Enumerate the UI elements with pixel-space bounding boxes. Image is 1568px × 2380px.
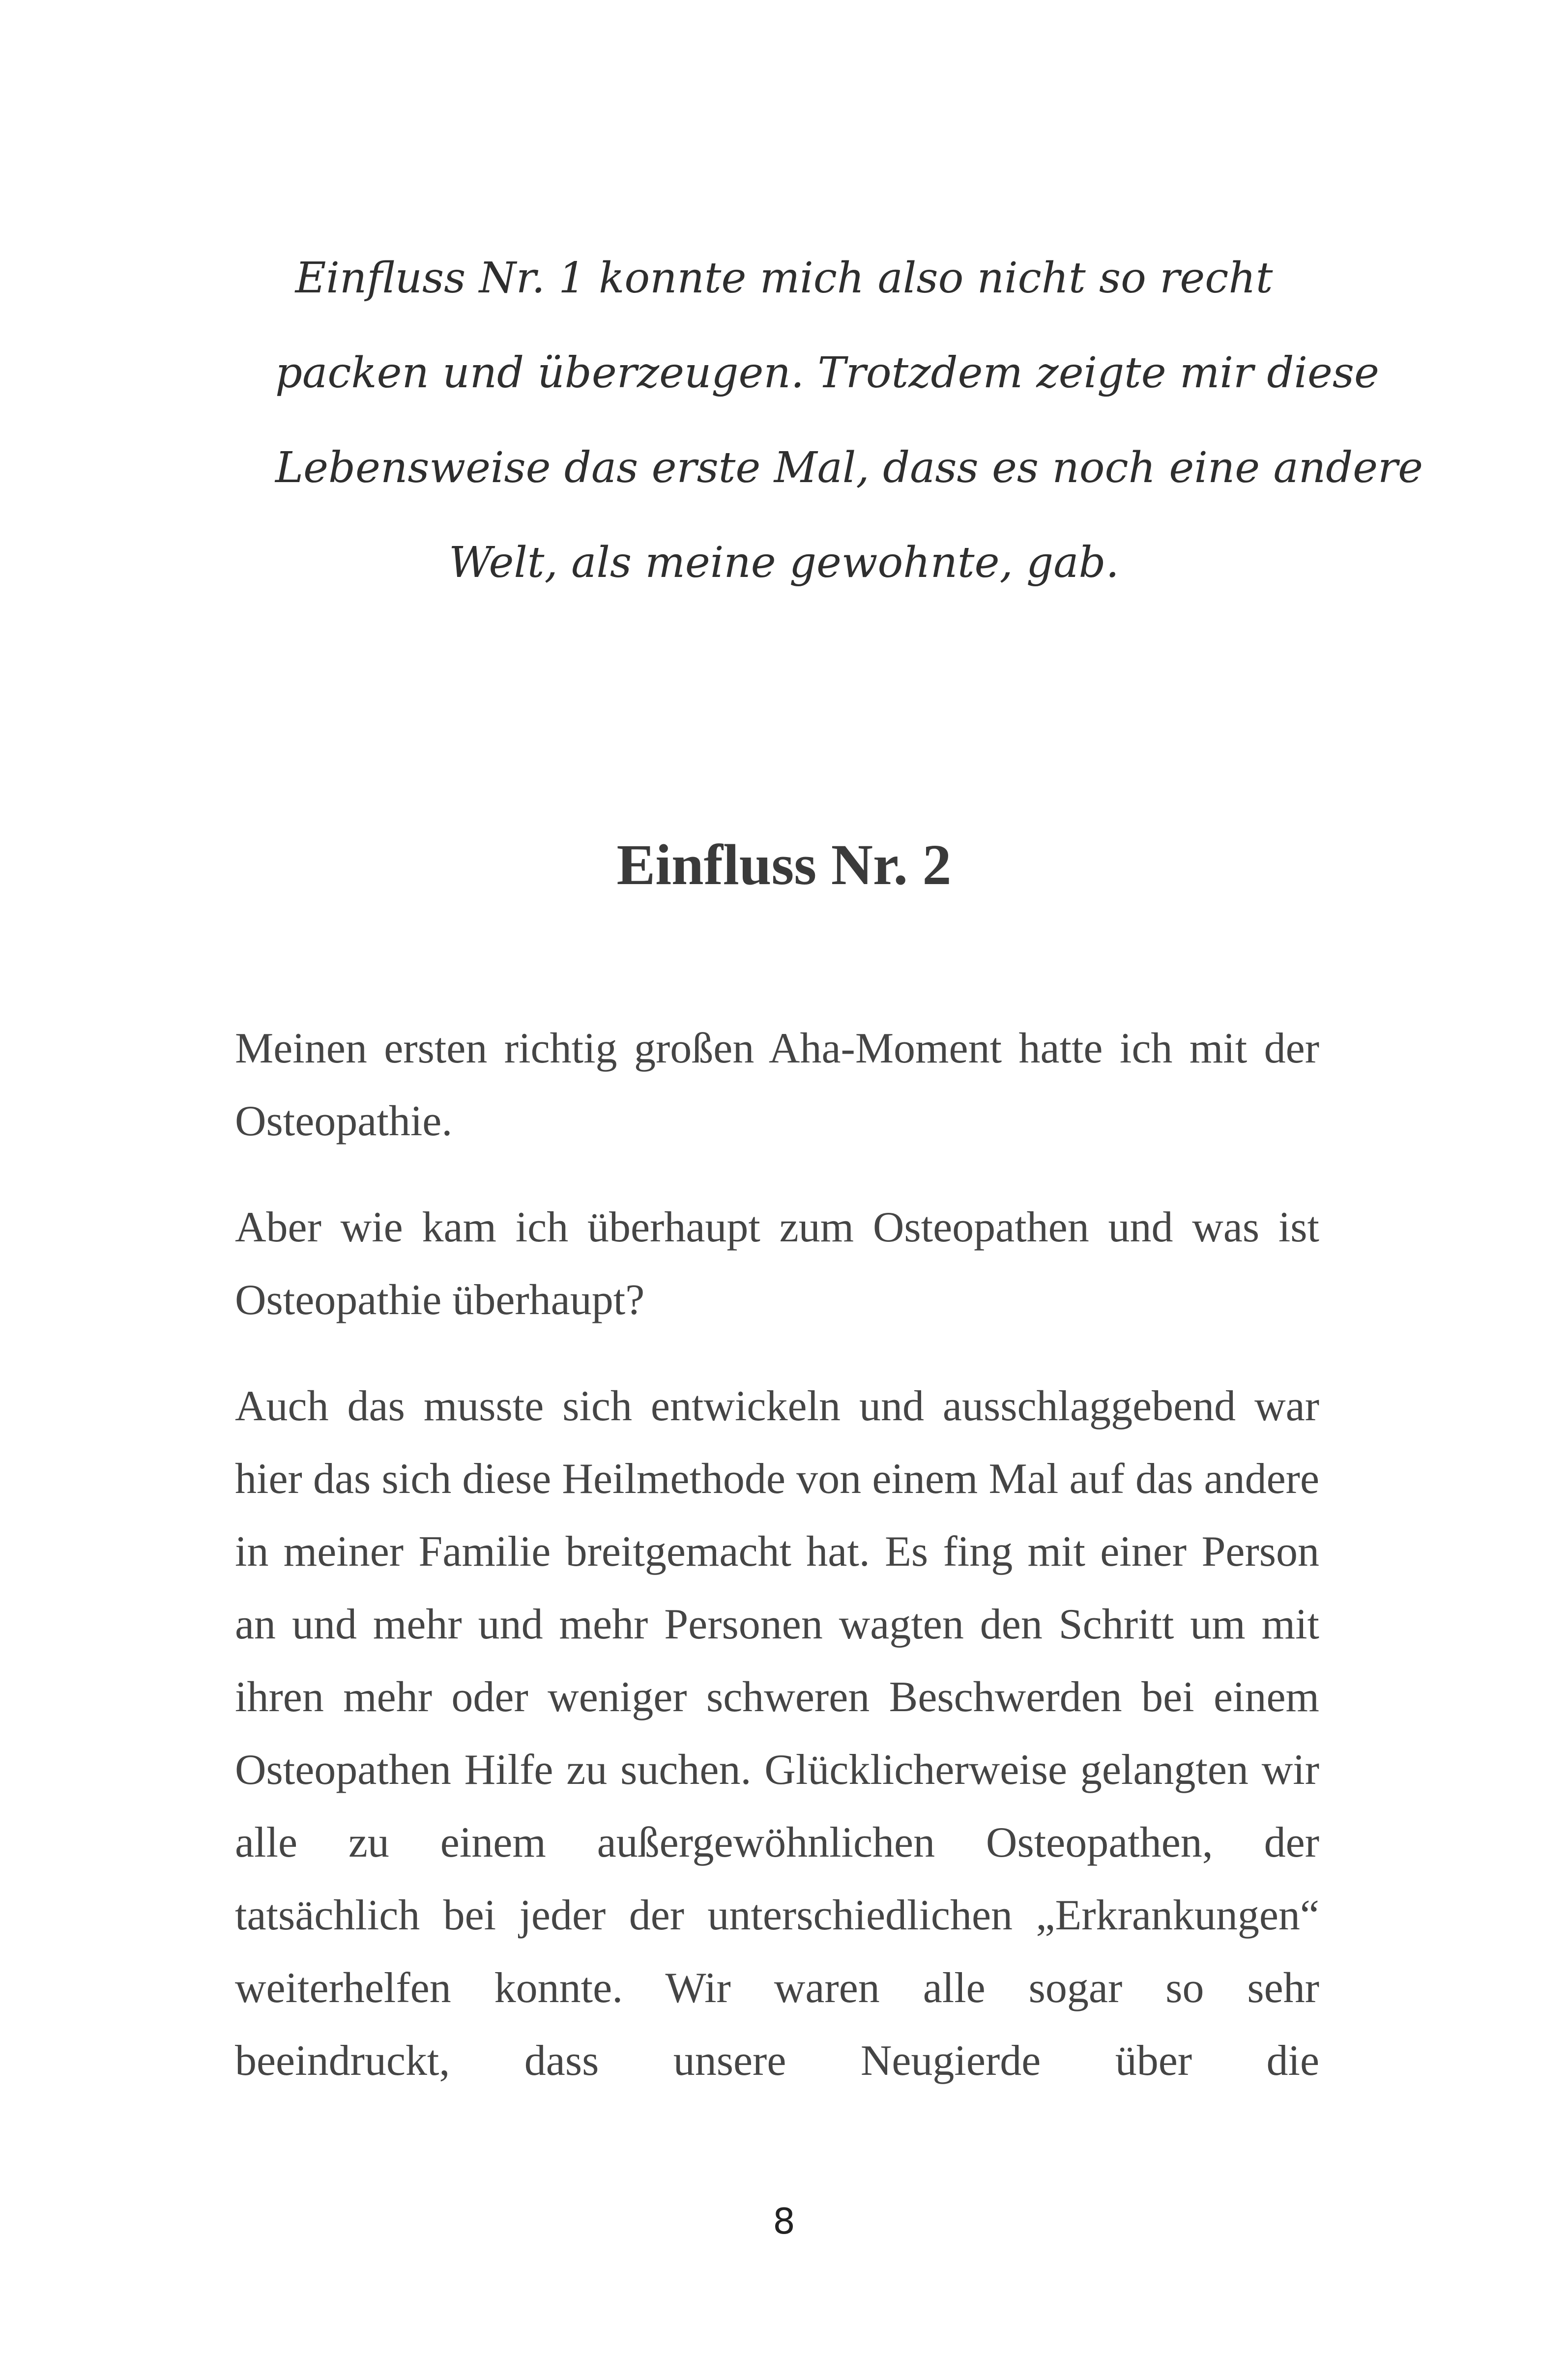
text-line: Meinen ersten richtig großen Aha-Moment hatte ich mit der <box>235 1025 1319 1072</box>
text-line: ihren mehr oder weniger schweren Beschwerden bei einem <box>235 1673 1319 1721</box>
text-line: an und mehr und mehr Personen wagten den Schritt um mit <box>235 1601 1319 1648</box>
text-line: Aber wie kam ich überhaupt zum Osteopathen und was ist <box>235 1204 1319 1251</box>
text-line: alle zu einem außergewöhnlichen Osteopathen, der <box>235 1819 1319 1866</box>
text-line: Osteopathen Hilfe zu suchen. Glücklicherweise gelangten wir <box>235 1746 1319 1794</box>
text-line: Osteopathie. <box>235 1097 453 1145</box>
paragraph <box>235 1191 1319 1337</box>
quote-line: packen und überzeugen. Trotzdem zeigte mir diese <box>275 348 1379 398</box>
quote-line: Einfluss Nr. 1 konnte mich also nicht so recht <box>295 254 1273 303</box>
quote-line: Lebensweise das erste Mal, dass es noch eine andere <box>275 443 1423 492</box>
text-line: Osteopathie überhaupt? <box>235 1276 645 1324</box>
text-line: tatsächlich bei jeder der unterschiedlichen „Erkrankungen“ <box>235 1892 1319 1939</box>
text-line: beeindruckt, dass unsere Neugierde über die <box>235 2037 1319 2085</box>
quote-block <box>275 231 1423 610</box>
section-heading: Einfluss Nr. 2 <box>616 832 952 897</box>
quote-line: Welt, als meine gewohnte, gab. <box>449 538 1119 587</box>
text-line: hier das sich diese Heilmethode von einem Mal auf das andere <box>235 1455 1319 1503</box>
paragraph <box>235 1370 1319 2097</box>
text-line: in meiner Familie breitgemacht hat. Es fing mit einer Person <box>235 1528 1319 1576</box>
body-text <box>235 1012 1319 2131</box>
text-line: Auch das musste sich entwickeln und ausschlaggebend war <box>235 1382 1319 1430</box>
page-number: 8 <box>773 2201 795 2242</box>
paragraph <box>235 1012 1319 1158</box>
text-line: weiterhelfen konnte. Wir waren alle sogar so sehr <box>235 1964 1319 2012</box>
